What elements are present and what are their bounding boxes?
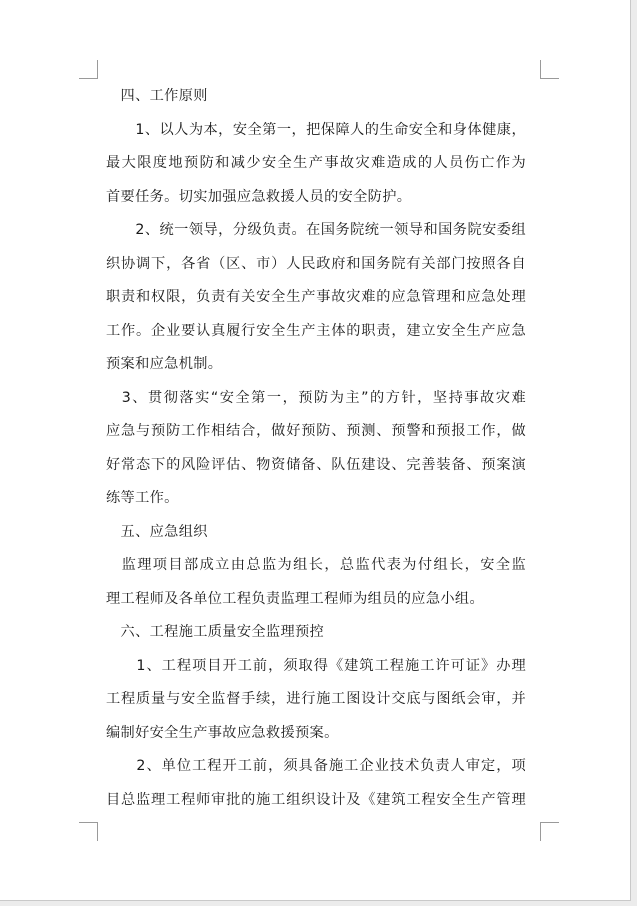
text-line: 织协调下，各省（区、市）人民政府和国务院有关部门按照各自 (106, 255, 526, 272)
text-line: 最大限度地预防和减少安全生产事故灾难造成的人员伤亡作为 (106, 155, 526, 171)
text-line: 目总监理工程师审批的施工组织设计及《建筑工程安全生产管理 (106, 791, 526, 808)
text-line: 工程质量与安全监督手续，进行施工图设计交底与图纸会审，并 (106, 691, 526, 707)
section-heading: 四、工作原则 (106, 88, 208, 104)
text-line: 3、贯彻落实“安全第一，预防为主”的方针，坚持事故灾难 (106, 389, 526, 406)
section-heading: 五、应急组织 (106, 523, 208, 540)
text-line: 1、以人为本，安全第一，把保障人的生命安全和身体健康， (106, 121, 526, 138)
section-heading: 六、工程施工质量安全监理预控 (106, 624, 325, 640)
text-line: 好常态下的风险评估、物资储备、队伍建设、完善装备、预案演 (106, 456, 526, 473)
text-line: 工作。企业要认真履行安全生产主体的职责，建立安全生产应急 (106, 322, 526, 339)
text-line: 编制好安全生产事故应急救援预案。 (106, 724, 339, 741)
text-line: 2、单位工程开工前，须具备施工企业技术负责人审定，项 (106, 758, 526, 774)
text-line: 监理项目部成立由总监为组长，总监代表为付组长，安全监 (106, 557, 526, 573)
bottom-right-margin-mark (540, 822, 559, 841)
text-line: 预案和应急机制。 (106, 356, 223, 372)
text-line: 首要任务。切实加强应急救援人员的安全防护。 (106, 188, 412, 205)
text-line: 练等工作。 (106, 490, 179, 506)
top-right-margin-mark (540, 60, 559, 79)
bottom-left-margin-mark (79, 822, 98, 841)
text-line: 理工程师及各单位工程负责监理工程师为组员的应急小组。 (106, 590, 484, 607)
text-line: 1、工程项目开工前，须取得《建筑工程施工许可证》办理 (106, 657, 526, 674)
text-line: 职责和权限，负责有关安全生产事故灾难的应急管理和应急处理 (106, 289, 526, 305)
document-body[interactable] (106, 84, 526, 821)
text-line: 2、统一领导，分级负责。在国务院统一领导和国务院安委组 (106, 222, 526, 238)
top-left-margin-mark (79, 60, 98, 79)
text-line: 应急与预防工作相结合，做好预防、预测、预警和预报工作，做 (106, 423, 526, 439)
